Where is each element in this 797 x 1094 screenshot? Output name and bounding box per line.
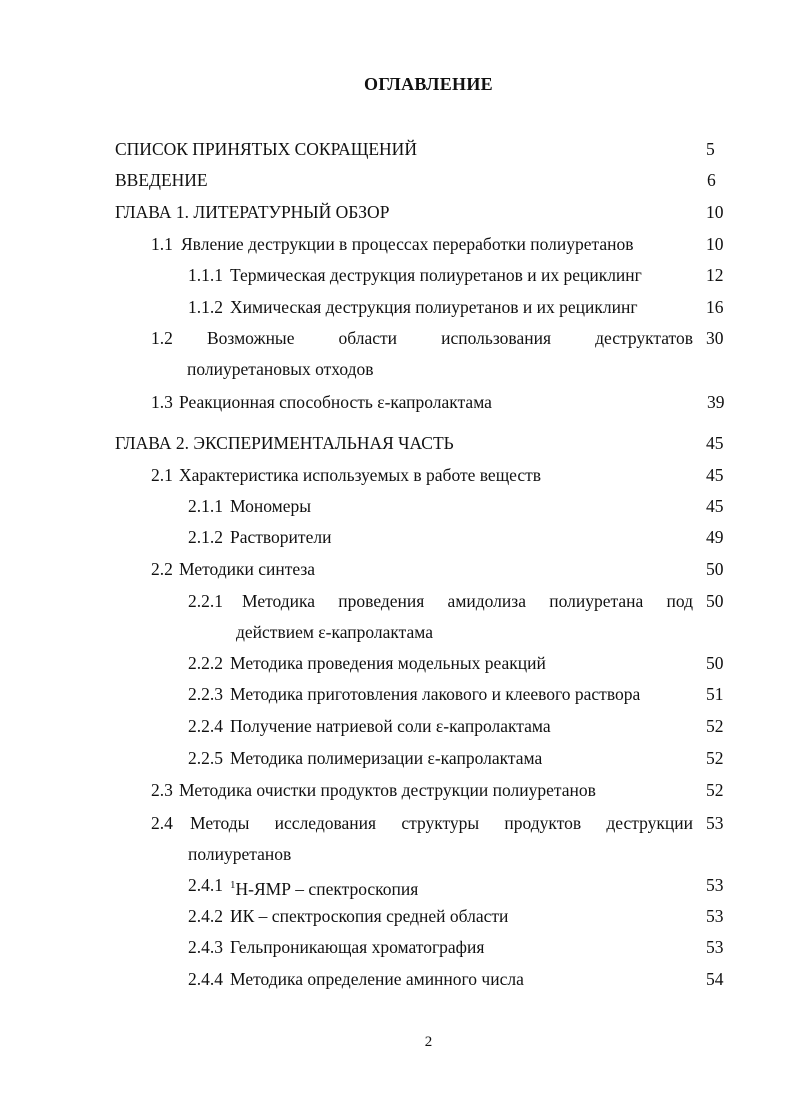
toc-entry-number: 1.1	[151, 234, 173, 254]
toc-entry-number: 2.2.4	[188, 716, 223, 736]
toc-page-number: 45	[706, 465, 724, 485]
toc-entry-text: ГЛАВА 2. ЭКСПЕРИМЕНТАЛЬНАЯ ЧАСТЬ	[115, 433, 454, 453]
toc-page-number: 52	[706, 780, 724, 800]
toc-entry-number: 2.1	[151, 465, 173, 485]
toc-page-number: 51	[706, 684, 724, 704]
toc-entry-text: СПИСОК ПРИНЯТЫХ СОКРАЩЕНИЙ	[115, 139, 417, 159]
toc-entry-number: 2.1.1	[188, 496, 223, 516]
toc-page-number: 53	[706, 906, 724, 926]
toc-page-number: 16	[706, 297, 724, 317]
toc-entry-number: 2.4.2	[188, 906, 223, 926]
toc-entry-number: 2.2.3	[188, 684, 223, 704]
toc-page-number: 52	[706, 716, 724, 736]
toc-entry-text-continued: полиуретановых отходов	[187, 359, 374, 379]
toc-entry-2-2-1[interactable]	[188, 586, 768, 648]
toc-entry-text: Растворители	[230, 527, 332, 547]
toc-entry-number: 2.3	[151, 780, 173, 800]
toc-entry-text: Характеристика используемых в работе веществ	[179, 465, 542, 485]
toc-entry-text-main: Н-ЯМР – спектроскопия	[235, 879, 419, 899]
toc-page-number: 50	[706, 559, 724, 579]
toc-entry-2-4[interactable]	[151, 808, 761, 870]
toc-entry-number: 1.2	[151, 328, 173, 348]
toc-entry-number: 2.4.1	[188, 875, 223, 895]
toc-entry-number: 2.4.4	[188, 969, 223, 989]
toc-page-number: 53	[706, 813, 724, 833]
toc-page-number: 30	[706, 328, 724, 348]
toc-page-number: 50	[706, 653, 724, 673]
toc-entry-text: Явление деструкции в процессах переработки полиуретанов	[181, 234, 634, 254]
toc-page-number: 12	[706, 265, 724, 285]
toc-page-number: 39	[707, 392, 725, 412]
toc-page-number: 6	[707, 170, 716, 190]
toc-entry-text: Термическая деструкция полиуретанов и их рециклинг	[230, 265, 642, 285]
toc-entry-text-continued: полиуретанов	[188, 844, 292, 864]
toc-entry-number: 1.1.1	[188, 265, 223, 285]
toc-entry-text: Методика полимеризации ε-капролактама	[230, 748, 543, 768]
toc-entry-text	[230, 870, 418, 905]
toc-entry-number: 1.1.2	[188, 297, 223, 317]
toc-entry-number: 2.2.2	[188, 653, 223, 673]
toc-page-number: 54	[706, 969, 724, 989]
toc-page-number: 53	[706, 937, 724, 957]
toc-entry-text: Химическая деструкция полиуретанов и их рециклинг	[230, 297, 638, 317]
page-number: 2	[424, 1034, 433, 1050]
toc-page-number: 52	[706, 748, 724, 768]
toc-page-number: 45	[706, 433, 724, 453]
toc-entry-1-2[interactable]	[151, 323, 761, 385]
toc-entry-text: ИК – спектроскопия средней области	[230, 906, 509, 926]
toc-entry-text: Методика проведения амидолиза полиуретана под	[242, 591, 693, 611]
toc-page-number: 10	[706, 202, 724, 222]
toc-entry-number: 2.1.2	[188, 527, 223, 547]
toc-entry-text: ВВЕДЕНИЕ	[115, 170, 208, 190]
toc-entry-text: Методика определение аминного числа	[230, 969, 524, 989]
toc-entry-text: Методика проведения модельных реакций	[230, 653, 546, 673]
toc-entry-text: Реакционная способность ε-капролактама	[179, 392, 492, 412]
toc-entry-number: 2.2	[151, 559, 173, 579]
toc-entry-number: 2.4.3	[188, 937, 223, 957]
toc-entry-text: Гельпроникающая хроматография	[230, 937, 485, 957]
toc-entry-text: Получение натриевой соли ε-капролактама	[230, 716, 551, 736]
toc-entry-number: 2.2.1	[188, 591, 223, 611]
toc-entry-text: Методы исследования структуры продуктов деструкции	[190, 813, 693, 833]
toc-entry-number: 2.2.5	[188, 748, 223, 768]
toc-page-number: 53	[706, 875, 724, 895]
toc-page-number: 49	[706, 527, 724, 547]
toc-entry-text: ГЛАВА 1. ЛИТЕРАТУРНЫЙ ОБЗОР	[115, 202, 390, 222]
toc-page-number: 10	[706, 234, 724, 254]
superscript-isotope: 1	[230, 879, 236, 891]
toc-page-number: 50	[706, 591, 724, 611]
toc-entry-number: 1.3	[151, 392, 173, 412]
toc-entry-text: Методика приготовления лакового и клеевого раствора	[230, 684, 641, 704]
page-title: ОГЛАВЛЕНИЕ	[364, 74, 493, 94]
toc-entry-text-continued: действием ε-капролактама	[236, 622, 434, 642]
toc-entry-text: Мономеры	[230, 496, 312, 516]
toc-page-number: 45	[706, 496, 724, 516]
toc-entry-text: Методика очистки продуктов деструкции полиуретанов	[179, 780, 596, 800]
toc-entry-number: 2.4	[151, 813, 173, 833]
toc-page-number: 5	[706, 139, 715, 159]
toc-entry-text: Возможные области использования деструктатов	[207, 328, 693, 348]
toc-entry-text: Методики синтеза	[179, 559, 316, 579]
